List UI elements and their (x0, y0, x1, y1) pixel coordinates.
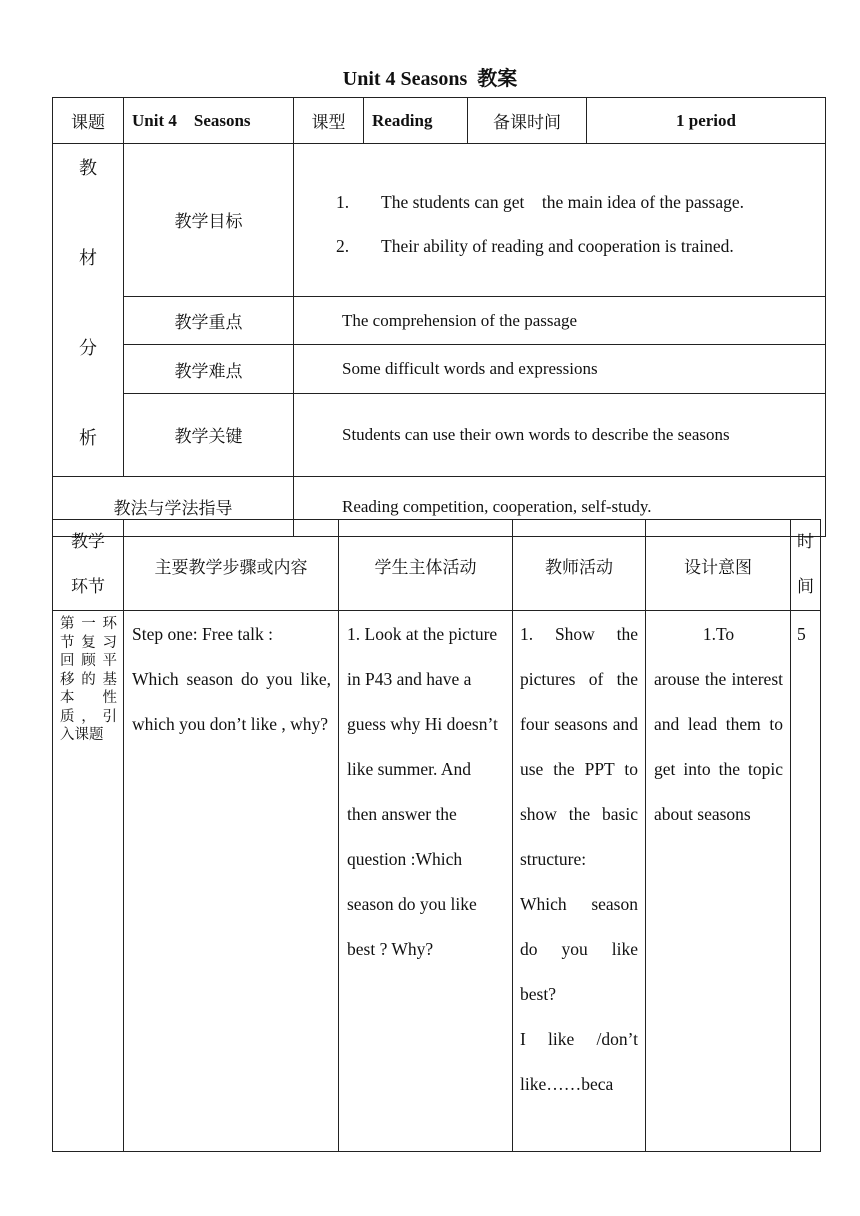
goals-content (294, 144, 826, 297)
type-value: Reading (364, 98, 468, 144)
goal-text: The students can get the main idea of the passage. (381, 191, 745, 212)
prep-time-label: 备课时间 (468, 98, 587, 144)
time-value: 5 (797, 624, 806, 644)
goals-list (294, 180, 825, 268)
title-chinese: 教案 (477, 66, 518, 90)
time-cell (791, 611, 821, 1152)
side-char: 析 (79, 428, 97, 449)
key-points-text: The comprehension of the passage (294, 296, 826, 344)
step-row (53, 611, 821, 1152)
analysis-key-points-row (53, 296, 826, 344)
difficulties-label: 教学难点 (124, 345, 294, 393)
critical-label: 教学关键 (124, 393, 294, 476)
difficulties-text: Some difficult words and expressions (294, 345, 826, 393)
teacher-line: 1. Show the pictures of the four seasons and use the PPT to show the basic structure: (520, 624, 638, 869)
teacher-header: 教师活动 (513, 520, 646, 611)
type-label: 课型 (294, 98, 364, 144)
student-header: 学生主体活动 (339, 520, 513, 611)
header-row (53, 98, 826, 144)
goal-item (294, 180, 825, 224)
goal-text: Their ability of reading and cooperation is trained. (381, 235, 734, 256)
subject-label: 课题 (53, 98, 124, 144)
analysis-goals-row (53, 144, 826, 297)
method-text: Reading competition, cooperation, self-study. (294, 477, 826, 537)
analysis-critical-row (53, 393, 826, 476)
content-line: Which season do you like, which you don’t like , why? (132, 669, 331, 734)
goal-item (294, 224, 825, 268)
intent-text: arouse the interest and lead them to get into the topic about seasons (654, 669, 783, 824)
page-title (0, 62, 860, 91)
goal-number: 2. (336, 235, 350, 256)
method-label: 教法与学法指导 (53, 477, 294, 537)
student-text: 1. Look at the picture in P43 and have a guess why Hi doesn’t like summer. And then answer the question :Which season do you like best ? Why? (347, 624, 498, 959)
teacher-line: Which season do you like best? (520, 894, 638, 1004)
goals-label: 教学目标 (124, 144, 294, 297)
intent-header: 设计意图 (646, 520, 791, 611)
teacher-line: I like /don’t like……beca (520, 1029, 638, 1094)
steps-header-row (53, 520, 821, 611)
content-header: 主要教学步骤或内容 (124, 520, 339, 611)
intent-first-line: 1.To (702, 624, 735, 644)
student-cell (339, 611, 513, 1152)
side-char: 材 (79, 248, 97, 269)
time-header-line: 间 (797, 577, 814, 597)
critical-text: Students can use their own words to describe the seasons (294, 393, 826, 476)
subject-value: Unit 4 Seasons (124, 98, 294, 144)
content-cell (124, 611, 339, 1152)
side-char: 分 (79, 338, 97, 359)
analysis-side-label (53, 144, 124, 477)
section-text: 第一环节复习回顾平移的基本性质，引入课题 (53, 611, 124, 1152)
intent-cell (646, 611, 791, 1152)
title-english: Unit 4 Seasons (342, 68, 468, 90)
prep-time-value: 1 period (587, 98, 826, 144)
content-line: Step one: Free talk : (132, 624, 273, 644)
side-char: 教 (79, 158, 97, 179)
time-header (791, 520, 821, 611)
lesson-info-table (52, 97, 826, 537)
analysis-difficulties-row (53, 345, 826, 393)
teaching-steps-table (52, 519, 821, 1152)
goal-number: 1. (336, 191, 350, 212)
teacher-cell (513, 611, 646, 1152)
section-header (53, 520, 124, 611)
key-points-label: 教学重点 (124, 296, 294, 344)
section-header-line: 教学 (71, 532, 105, 552)
time-header-line: 时 (797, 532, 814, 552)
section-header-line: 环节 (71, 577, 105, 597)
